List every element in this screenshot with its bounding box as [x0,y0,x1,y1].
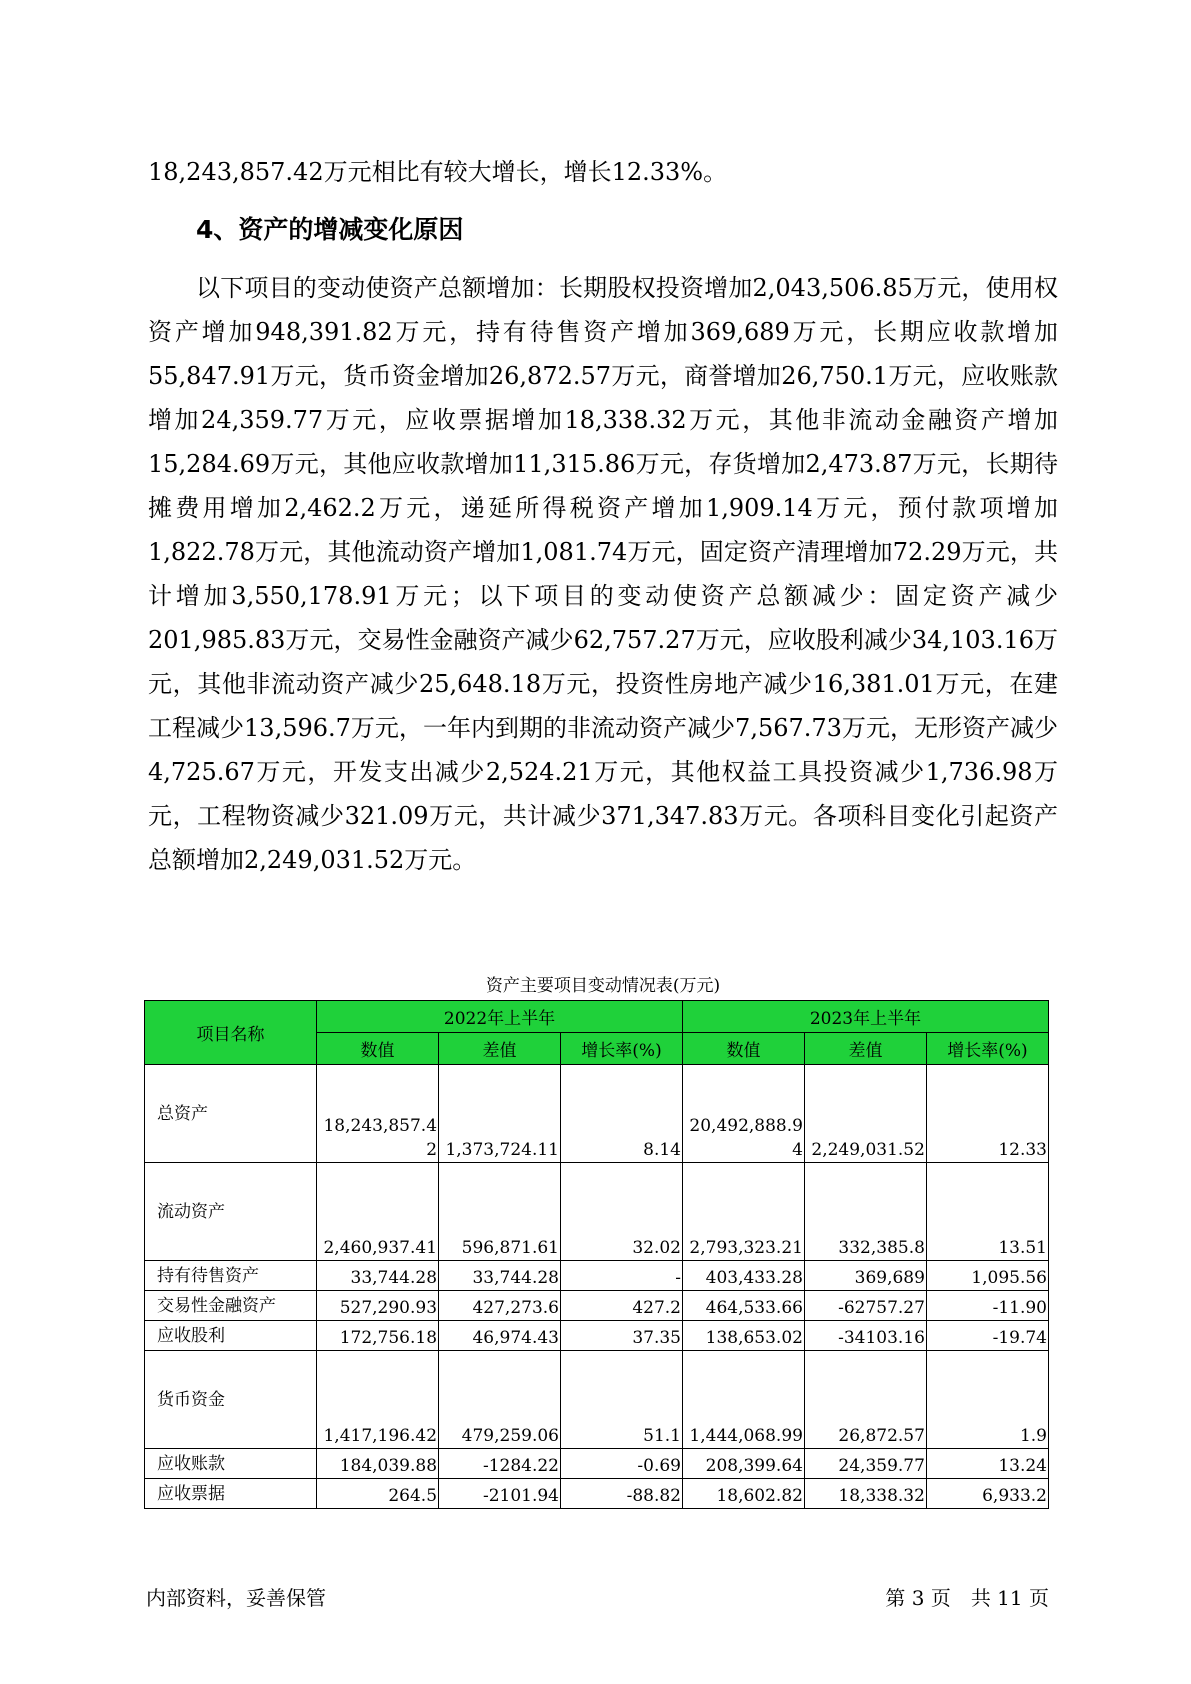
table-title: 资产主要项目变动情况表(万元) [485,976,721,996]
cell-value-2022: 33,744.28 [317,1261,439,1291]
cell-diff-2022: 596,871.61 [439,1163,561,1261]
cell-value-2023: 18,602.82 [683,1479,805,1509]
footer-confidential-note: 内部资料，妥善保管 [146,1586,326,1610]
cell-diff-2023: 332,385.8 [804,1163,926,1261]
table-row [145,1291,1049,1321]
body-paragraph: 以下项目的变动使资产总额增加：长期股权投资增加2,043,506.85万元，使用权资产增加948,391.82万元，持有待售资产增加369,689万元，长期应收款增加55,847.91万元，货币资金增加26,872.57万元，商誉增加26,750.1万元，应收账款增加24,359.77万元，应收票据增加18,338.32万元，其他非流动金融资产增加15,284.69万元，其他应收款增加11,315.86万元，存货增加2,473.87万元，长期待摊费用增加2,462.2万元，递延所得税资产增加1,909.14万元，预付款项增加1,822.78万元，其他流动资产增加1,081.74万元，固定资产清理增加72.29万元，共计增加3,550,178.91万元；以下项目的变动使资产总额减少：固定资产减少201,985.83万元，交易性金融资产减少62,757.27万元，应收股利减少34,103.16万元，其他非流动资产减少25,648.18万元，投资性房地产减少16,381.01万元，在建工程减少13,596.7万元，一年内到期的非流动资产减少7,567.73万元，无形资产减少4,725.67万元，开发支出减少2,524.21万元，其他权益工具投资减少1,736.98万元，工程物资减少321.09万元，共计减少371,347.83万元。各项科目变化引起资产总额增加2,249,031.52万元。 [148,274,1058,874]
cell-diff-2022: 427,273.6 [439,1291,561,1321]
cell-diff-2022: -1284.22 [439,1449,561,1479]
cell-diff-2022: 1,373,724.11 [439,1065,561,1163]
cell-value-2022: 18,243,857.42 [317,1065,439,1163]
cell-value-2022: 184,039.88 [317,1449,439,1479]
row-label: 货币资金 [145,1351,317,1449]
cell-value-2022: 264.5 [317,1479,439,1509]
cell-diff-2022: 46,974.43 [439,1321,561,1351]
cell-diff-2023: -62757.27 [804,1291,926,1321]
cell-value-2023: 1,444,068.99 [683,1351,805,1449]
cell-value-2023: 138,653.02 [683,1321,805,1351]
table-row [145,1163,1049,1261]
row-label: 交易性金融资产 [145,1291,317,1321]
cell-growth-2023: -19.74 [926,1321,1048,1351]
cell-growth-2022: 37.35 [561,1321,683,1351]
cell-value-2023: 208,399.64 [683,1449,805,1479]
cell-value-2023: 2,793,323.21 [683,1163,805,1261]
cell-value-2022: 527,290.93 [317,1291,439,1321]
header-value-2023: 数值 [683,1033,805,1065]
cell-value-2023: 20,492,888.94 [683,1065,805,1163]
cell-diff-2023: -34103.16 [804,1321,926,1351]
cell-diff-2023: 26,872.57 [804,1351,926,1449]
cell-value-2022: 1,417,196.42 [317,1351,439,1449]
row-label: 应收票据 [145,1479,317,1509]
cell-growth-2023: 13.51 [926,1163,1048,1261]
cell-diff-2023: 18,338.32 [804,1479,926,1509]
header-diff-2022: 差值 [439,1033,561,1065]
cell-diff-2023: 369,689 [804,1261,926,1291]
footer-page-number: 第 3 页 共 11 页 [885,1586,1049,1610]
cell-value-2023: 464,533.66 [683,1291,805,1321]
table-row [145,1321,1049,1351]
header-period-2022: 2022年上半年 [317,1001,683,1033]
cell-value-2023: 403,433.28 [683,1261,805,1291]
cell-growth-2022: 51.1 [561,1351,683,1449]
header-period-2023: 2023年上半年 [683,1001,1049,1033]
cell-value-2022: 2,460,937.41 [317,1163,439,1261]
table-row [145,1351,1049,1449]
cell-growth-2023: 12.33 [926,1065,1048,1163]
asset-change-table [144,1000,1049,1509]
header-diff-2023: 差值 [804,1033,926,1065]
cell-diff-2022: 479,259.06 [439,1351,561,1449]
row-label: 总资产 [145,1065,317,1163]
table-row [145,1449,1049,1479]
table-row [145,1479,1049,1509]
header-item-name: 项目名称 [145,1001,317,1065]
cell-value-2022: 172,756.18 [317,1321,439,1351]
row-label: 持有待售资产 [145,1261,317,1291]
lead-paragraph: 18,243,857.42万元相比有较大增长，增长12.33%。 [148,158,728,186]
table-row [145,1261,1049,1291]
header-growth-2023: 增长率(%) [926,1033,1048,1065]
cell-growth-2022: 32.02 [561,1163,683,1261]
cell-growth-2022: 8.14 [561,1065,683,1163]
header-value-2022: 数值 [317,1033,439,1065]
table-row [145,1065,1049,1163]
cell-diff-2023: 2,249,031.52 [804,1065,926,1163]
cell-growth-2023: 13.24 [926,1449,1048,1479]
section-heading: 4、资产的增减变化原因 [196,215,464,244]
cell-growth-2023: 1,095.56 [926,1261,1048,1291]
cell-growth-2023: 1.9 [926,1351,1048,1449]
row-label: 应收账款 [145,1449,317,1479]
header-row-periods [145,1001,1049,1033]
row-label: 流动资产 [145,1163,317,1261]
cell-growth-2022: 427.2 [561,1291,683,1321]
row-label: 应收股利 [145,1321,317,1351]
cell-diff-2022: 33,744.28 [439,1261,561,1291]
cell-growth-2022: - [561,1261,683,1291]
cell-growth-2022: -88.82 [561,1479,683,1509]
cell-growth-2023: -11.90 [926,1291,1048,1321]
cell-diff-2023: 24,359.77 [804,1449,926,1479]
cell-diff-2022: -2101.94 [439,1479,561,1509]
cell-growth-2022: -0.69 [561,1449,683,1479]
header-growth-2022: 增长率(%) [561,1033,683,1065]
cell-growth-2023: 6,933.2 [926,1479,1048,1509]
